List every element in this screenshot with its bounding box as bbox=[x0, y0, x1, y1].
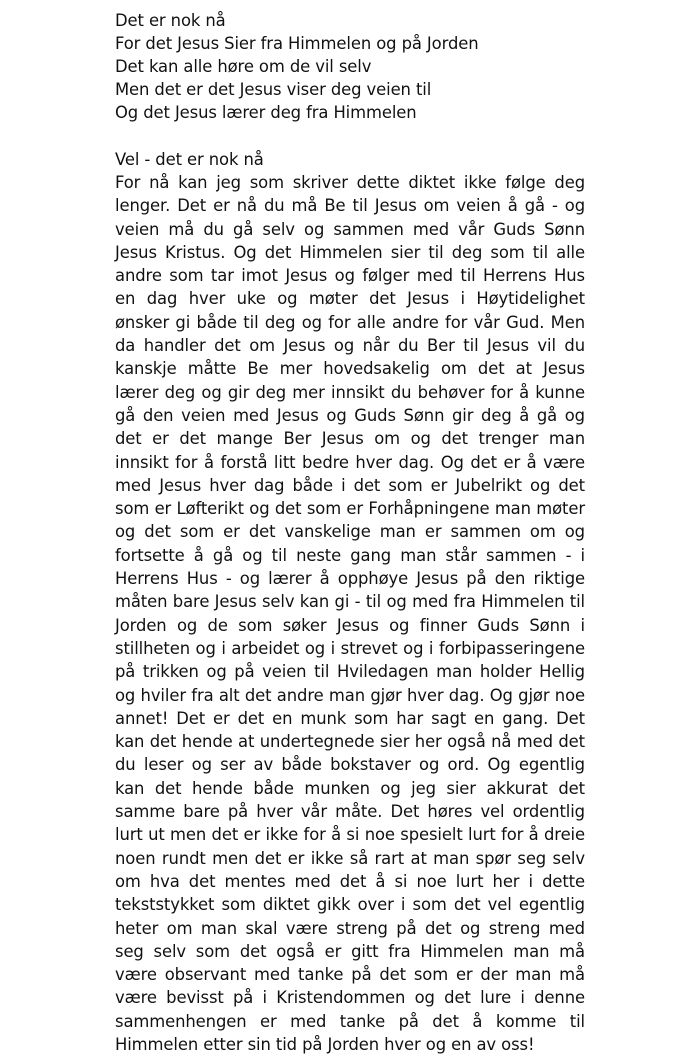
stanza-2 bbox=[115, 148, 585, 1056]
stanza-1-line-4: Men det er det Jesus viser deg veien til bbox=[115, 80, 432, 99]
stanza-1-line-3: Det kan alle høre om de vil selv bbox=[115, 57, 372, 76]
stanza-spacer bbox=[115, 124, 585, 148]
poem-document bbox=[115, 9, 585, 1056]
stanza-1-line-5: Og det Jesus lærer deg fra Himmelen bbox=[115, 103, 417, 122]
stanza-2-paragraph: For nå kan jeg som skriver dette diktet ikke følge deg lenger. Det er nå du må Be til Jesus om veien å gå - og veien må du gå selv og sammen med vår Guds Sønn Jesus Kristus. Og det Himmelen sier til deg som til alle andre som tar imot Jesus og følger med til Herrens Hus en dag hver uke og møter det Jesus i Høytidelighet ønsker gi både til deg og for alle andre for vår Gud. Men da handler det om Jesus og når du Ber til Jesus vil du kanskje måtte Be mer hovedsakelig om det at Jesus lærer deg og gir deg mer innsikt du behøver for å kunne gå den veien med Jesus og Guds Sønn gir deg å gå og det er det mange Ber Jesus om og det trenger man innsikt for å forstå litt bedre hver dag. Og det er å være med Jesus hver dag både i det som er Jubelrikt og det som er Løfterikt og det som er Forhåpningene man møter og det som er det vanskelige man er sammen om og fortsette å gå og til neste gang man står sammen - i Herrens Hus - og lærer å opphøye Jesus på den riktige måten bare Jesus selv kan gi - til og med fra Himmelen til Jorden og de som søker Jesus og finner Guds Sønn i stillheten og i arbeidet og i strevet og i forbipasseringene på trikken og på veien til Hviledagen man holder Hellig og hviler fra alt det andre man gjør hver dag. Og gjør noe annet! Det er det en munk som har sagt en gang. Det kan det hende at undertegnede sier her også nå med det du leser og ser av både bokstaver og ord. Og egentlig kan det hende både munken og jeg sier akkurat det samme bare på hver vår måte. Det høres vel ordentlig lurt ut men det er ikke for å si noe spesielt lurt for å dreie noen rundt men det er ikke så rart at man spør seg selv om hva det mentes med det å si noe lurt her i dette tekststykket som diktet gikk over i som det vel egentlig heter om man skal være streng på det og streng med seg selv som det også er gitt fra Himmelen man må være observant med tanke på det som er der man må være bevisst på i Kristendommen og det lure i denne sammenhengen er med tanke på det å komme til Himmelen etter sin tid på Jorden hver og en av oss! bbox=[115, 173, 585, 1054]
stanza-1-line-2: For det Jesus Sier fra Himmelen og på Jorden bbox=[115, 34, 479, 53]
stanza-1-line-1: Det er nok nå bbox=[115, 11, 226, 30]
stanza-2-first-line: Vel - det er nok nå bbox=[115, 150, 264, 169]
stanza-1 bbox=[115, 9, 585, 124]
